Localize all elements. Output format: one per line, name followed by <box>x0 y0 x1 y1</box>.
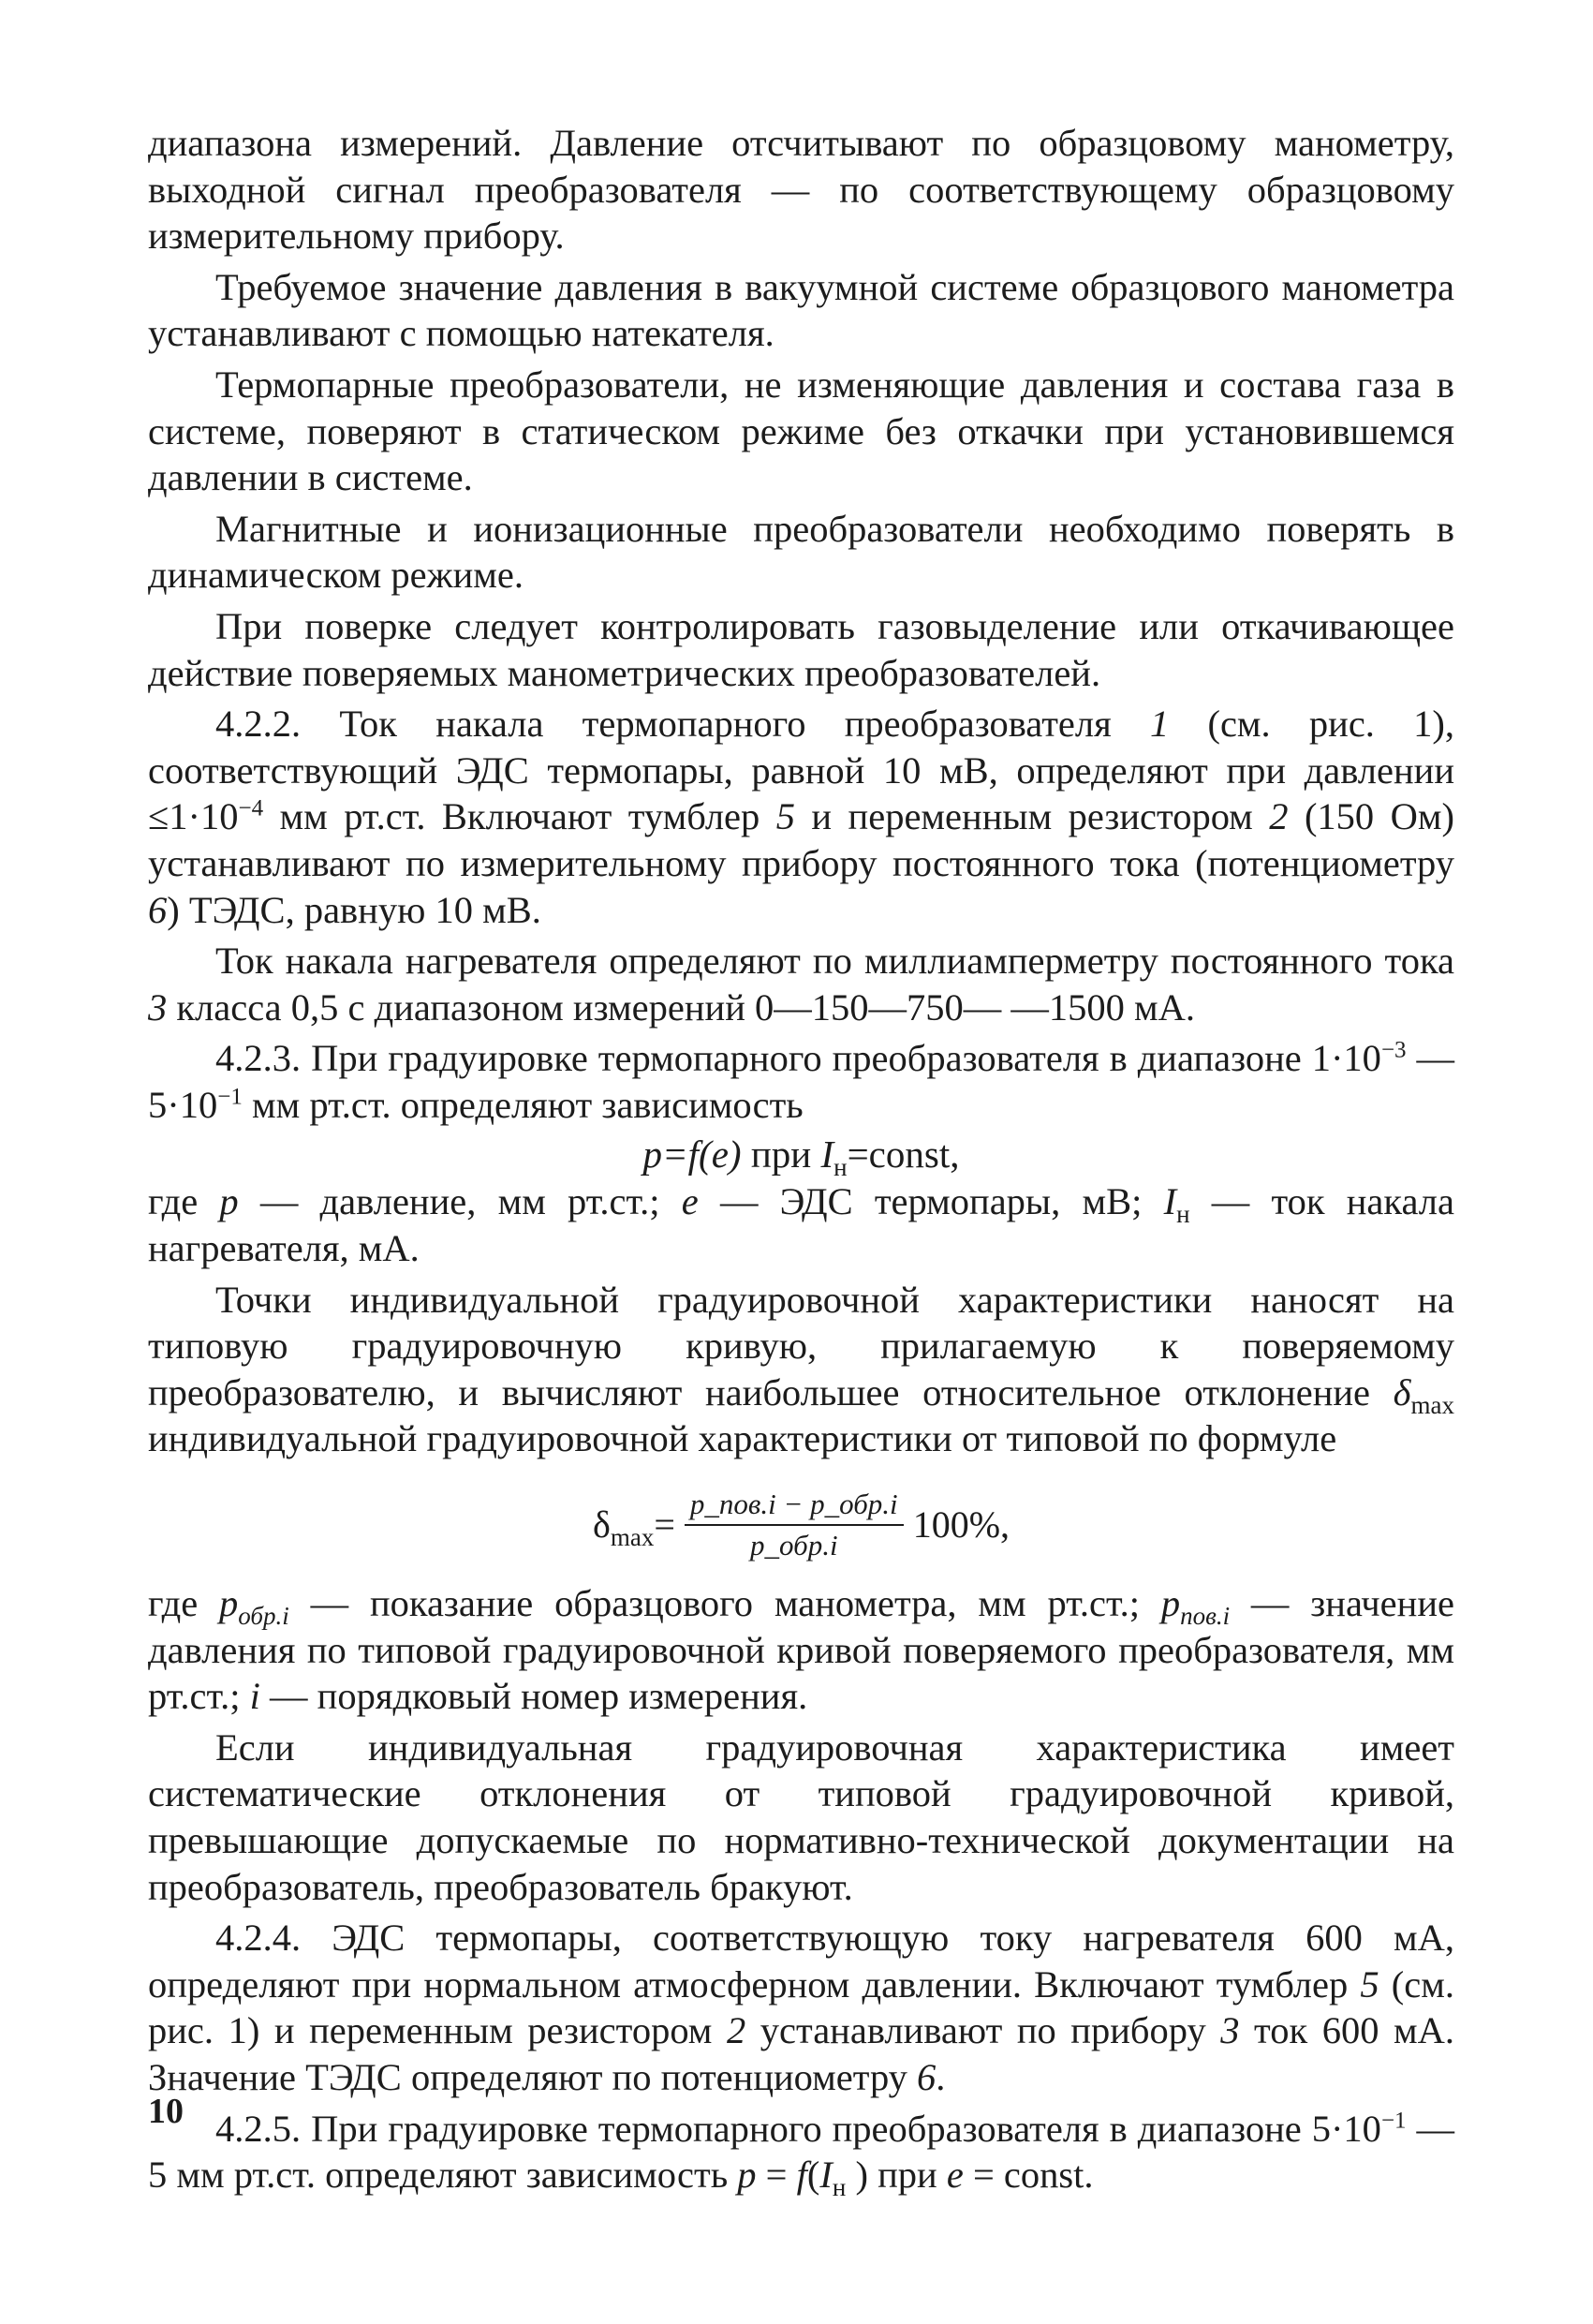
paragraph-static-mode: Термопарные преобразователи, не изменяющие давления и состава газа в системе, поверяют в статическом режиме без откачки при установившемся давлении в системе. <box>148 363 1454 499</box>
page-number: 10 <box>148 2092 184 2131</box>
paragraph-leak-valve: Требуемое значение давления в вакуумной системе образцового манометра устанавливают с помощью натекателя. <box>148 265 1454 355</box>
fraction-numerator: p_пов.i − p_обр.i <box>685 1487 904 1526</box>
paragraph-dynamic-mode: Магнитные и ионизационные преобразователи необходимо поверять в динамическом режиме. <box>148 507 1454 597</box>
formula-fraction <box>685 1487 904 1563</box>
paragraph-4-2-2: 4.2.2. Ток накала термопарного преобразователя 1 (см. рис. 1), соответствующий ЭДС термопары, равной 10 мВ, определяют при давлении $\le 1\cdot 10^{-4}$ мм рт.ст. Включают тумблер 5 и переменным резистором 2 (150 Ом) устанавливают по измерительному прибору постоянного тока (потенциометру 6) ТЭДС, равную 10 мВ. <box>148 703 1454 931</box>
paragraph-continuation: диапазона измерений. Давление отсчитывают по образцовому манометру, выходной сигнал преобразователя — по соответствующему образцовому измерительному прибору. <box>148 122 1454 258</box>
body-text <box>148 120 1455 2202</box>
paragraph-calibration-points: Точки индивидуальной градуировочной характеристики наносят на типовую градуировочную кривую, прилагаемую к поверяемому преобразователю, и вычисляют наибольшее относительное отклонение $\delta_{max}$ индивидуальной градуировочной характеристики от типовой по формуле <box>148 1278 1454 1460</box>
paragraph-where-2: где $p_{обр.i}$ — показание образцового манометра, мм рт.ст.; $p_{пов.i}$ — значение давления по типовой градуировочной кривой поверяемого преобразователя, мм рт.ст.; i — порядковый номер измерения. <box>148 1582 1454 1718</box>
formula-tail: 100%, <box>912 1503 1010 1547</box>
formula-dependency: p=f(e) при $I_н=const$, <box>642 1132 960 1182</box>
formula-lhs: $\delta_{max}=$ <box>592 1503 675 1552</box>
paragraph-4-2-4: 4.2.4. ЭДС термопары, соответствующую току нагревателя 600 мА, определяют при нормальном атмосферном давлении. Включают тумблер 5 (см. рис. 1) и переменным резистором 2 устанавливают по прибору 3 ток 600 мА. Значение ТЭДС определяют по потенциометру 6. <box>148 1917 1454 2098</box>
formula-max-deviation <box>148 1487 1454 1563</box>
paragraph-heater-current: Ток накала нагревателя определяют по миллиамперметру постоянного тока 3 класса 0,5 с диапазоном измерений 0—150—750— —1500 мА. <box>148 940 1454 1029</box>
paragraph-outgassing: При поверке следует контролировать газовыделение или откачивающее действие поверяемых манометрических преобразователей. <box>148 604 1454 694</box>
paragraph-rejection: Если индивидуальная градуировочная характеристика имеет систематические отклонения от типовой градуировочной кривой, превышающие допускаемые по нормативно-технической документации на преобразователь, преобразователь бракуют. <box>148 1725 1454 1908</box>
paragraph-where-1: где p — давление, мм рт.ст.; e — ЭДС термопары, мВ; $I_н$ — ток накала нагревателя, мА. <box>148 1180 1454 1270</box>
fraction-denominator: p_обр.i <box>750 1529 838 1562</box>
paragraph-4-2-5: 4.2.5. При градуировке термопарного преобразователя в диапазоне $5\cdot 10^{-1}$ — 5 мм рт.ст. определяют зависимость $p = f(I_н$ ) при e = const. <box>148 2107 1455 2202</box>
paragraph-4-2-3: 4.2.3. При градуировке термопарного преобразователя в диапазоне $1\cdot 10^{-3}$ — $5\cdot 10^{-1}$ мм рт.ст. определяют зависимость <box>148 1037 1455 1126</box>
